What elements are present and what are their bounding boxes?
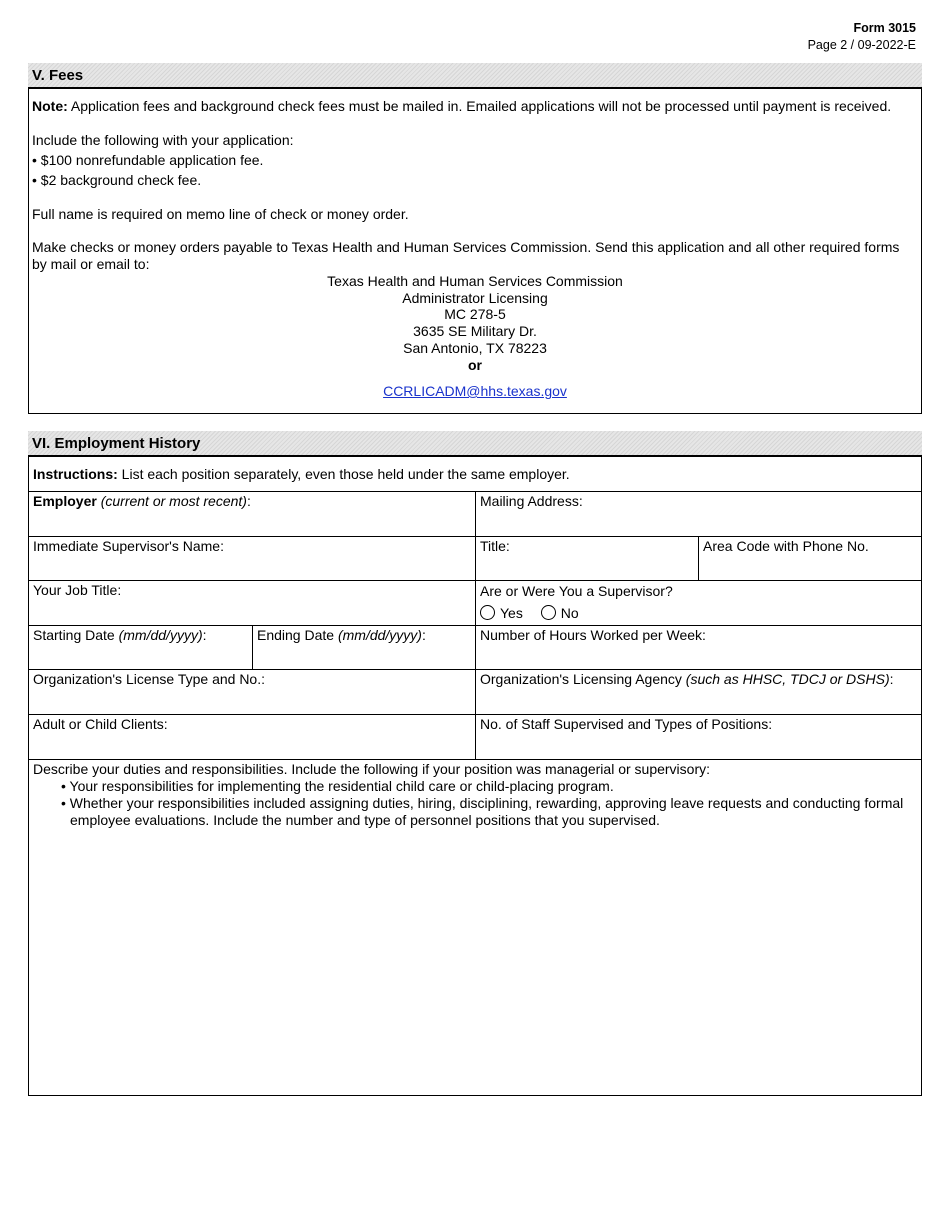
instructions bbox=[29, 464, 921, 485]
agency-label: Organization's Licensing Agency bbox=[480, 671, 686, 687]
mailing-address-field[interactable]: Mailing Address: bbox=[480, 493, 583, 509]
no-radio[interactable] bbox=[541, 605, 556, 620]
memo-text: Full name is required on memo line of check or money order. bbox=[32, 206, 409, 222]
colon: : bbox=[889, 671, 894, 687]
no-option[interactable] bbox=[541, 605, 579, 622]
form-number: Form 3015 bbox=[853, 21, 916, 35]
clients-field[interactable]: Adult or Child Clients: bbox=[33, 716, 168, 732]
ending-date-label: Ending Date bbox=[257, 627, 338, 643]
license-field[interactable]: Organization's License Type and No.: bbox=[33, 671, 265, 687]
starting-date-label: Starting Date bbox=[33, 627, 119, 643]
employment-section bbox=[28, 457, 922, 1096]
staff-supervised-field[interactable]: No. of Staff Supervised and Types of Positions: bbox=[480, 716, 773, 732]
colon: : bbox=[246, 493, 251, 509]
employer-hint: (current or most recent) bbox=[100, 493, 247, 509]
fees-note bbox=[32, 98, 917, 115]
hours-field[interactable]: Number of Hours Worked per Week: bbox=[480, 627, 706, 643]
email-link[interactable]: CCRLICADM@hhs.texas.gov bbox=[383, 383, 567, 399]
address-line: San Antonio, TX 78223 bbox=[403, 340, 547, 356]
supervisor-name-field[interactable]: Immediate Supervisor's Name: bbox=[33, 538, 224, 554]
fee-item-background: • $2 background check fee. bbox=[32, 172, 202, 188]
colon: : bbox=[202, 627, 207, 643]
fees-section bbox=[28, 89, 922, 414]
or-text: or bbox=[468, 357, 482, 373]
fee-item-application: • $100 nonrefundable application fee. bbox=[32, 152, 264, 168]
employer-label: Employer bbox=[33, 493, 97, 509]
note-text: Application fees and background check fees must be mailed in. Emailed applications will not be processed until payment is received. bbox=[67, 98, 892, 114]
starting-date-field[interactable] bbox=[29, 625, 252, 669]
were-supervisor-question bbox=[476, 581, 921, 625]
page-info: Page 2 / 09-2022-E bbox=[807, 38, 916, 52]
instructions-label: Instructions: bbox=[33, 466, 118, 482]
address-line: Administrator Licensing bbox=[402, 290, 548, 306]
duties-intro: Describe your duties and responsibilities. Include the following if your position was managerial or supervisory: bbox=[33, 761, 711, 777]
address-line: MC 278-5 bbox=[444, 306, 506, 322]
employer-field[interactable] bbox=[29, 491, 475, 536]
no-label: No bbox=[560, 605, 579, 621]
address-line: 3635 SE Military Dr. bbox=[413, 323, 537, 339]
colon: : bbox=[421, 627, 426, 643]
include-intro: Include the following with your application: bbox=[32, 132, 294, 148]
duties-item: • Your responsibilities for implementing the residential child care or child-placing program. bbox=[61, 778, 614, 794]
were-supervisor-label: Are or Were You a Supervisor? bbox=[480, 583, 673, 599]
date-hint: (mm/dd/yyyy) bbox=[118, 627, 203, 643]
agency-hint: (such as HHSC, TDCJ or DSHS) bbox=[685, 671, 890, 687]
note-label: Note: bbox=[32, 98, 68, 114]
employment-section-title: VI. Employment History bbox=[28, 431, 922, 457]
yes-radio[interactable] bbox=[480, 605, 495, 620]
job-title-field[interactable]: Your Job Title: bbox=[33, 582, 122, 598]
licensing-agency-field[interactable] bbox=[476, 669, 921, 714]
ending-date-field[interactable] bbox=[253, 625, 475, 669]
instructions-text: List each position separately, even those held under the same employer. bbox=[117, 466, 570, 482]
duties-item: • Whether your responsibilities included assigning duties, hiring, disciplining, rewarding, approving leave requests and conducting formal employee evaluations. Include the number and type of personnel positions that you supervised. bbox=[61, 795, 904, 828]
yes-option[interactable] bbox=[480, 605, 523, 622]
address-line: Texas Health and Human Services Commission bbox=[327, 273, 623, 289]
yes-label: Yes bbox=[500, 605, 523, 621]
title-field[interactable]: Title: bbox=[480, 538, 510, 554]
date-hint: (mm/dd/yyyy) bbox=[337, 627, 422, 643]
duties-field[interactable] bbox=[29, 759, 921, 1095]
fees-section-title: V. Fees bbox=[28, 63, 922, 89]
phone-field[interactable]: Area Code with Phone No. bbox=[703, 538, 869, 554]
payable-text: Make checks or money orders payable to Texas Health and Human Services Commission. Send this application and all other required forms by mail or email to: bbox=[32, 239, 900, 272]
